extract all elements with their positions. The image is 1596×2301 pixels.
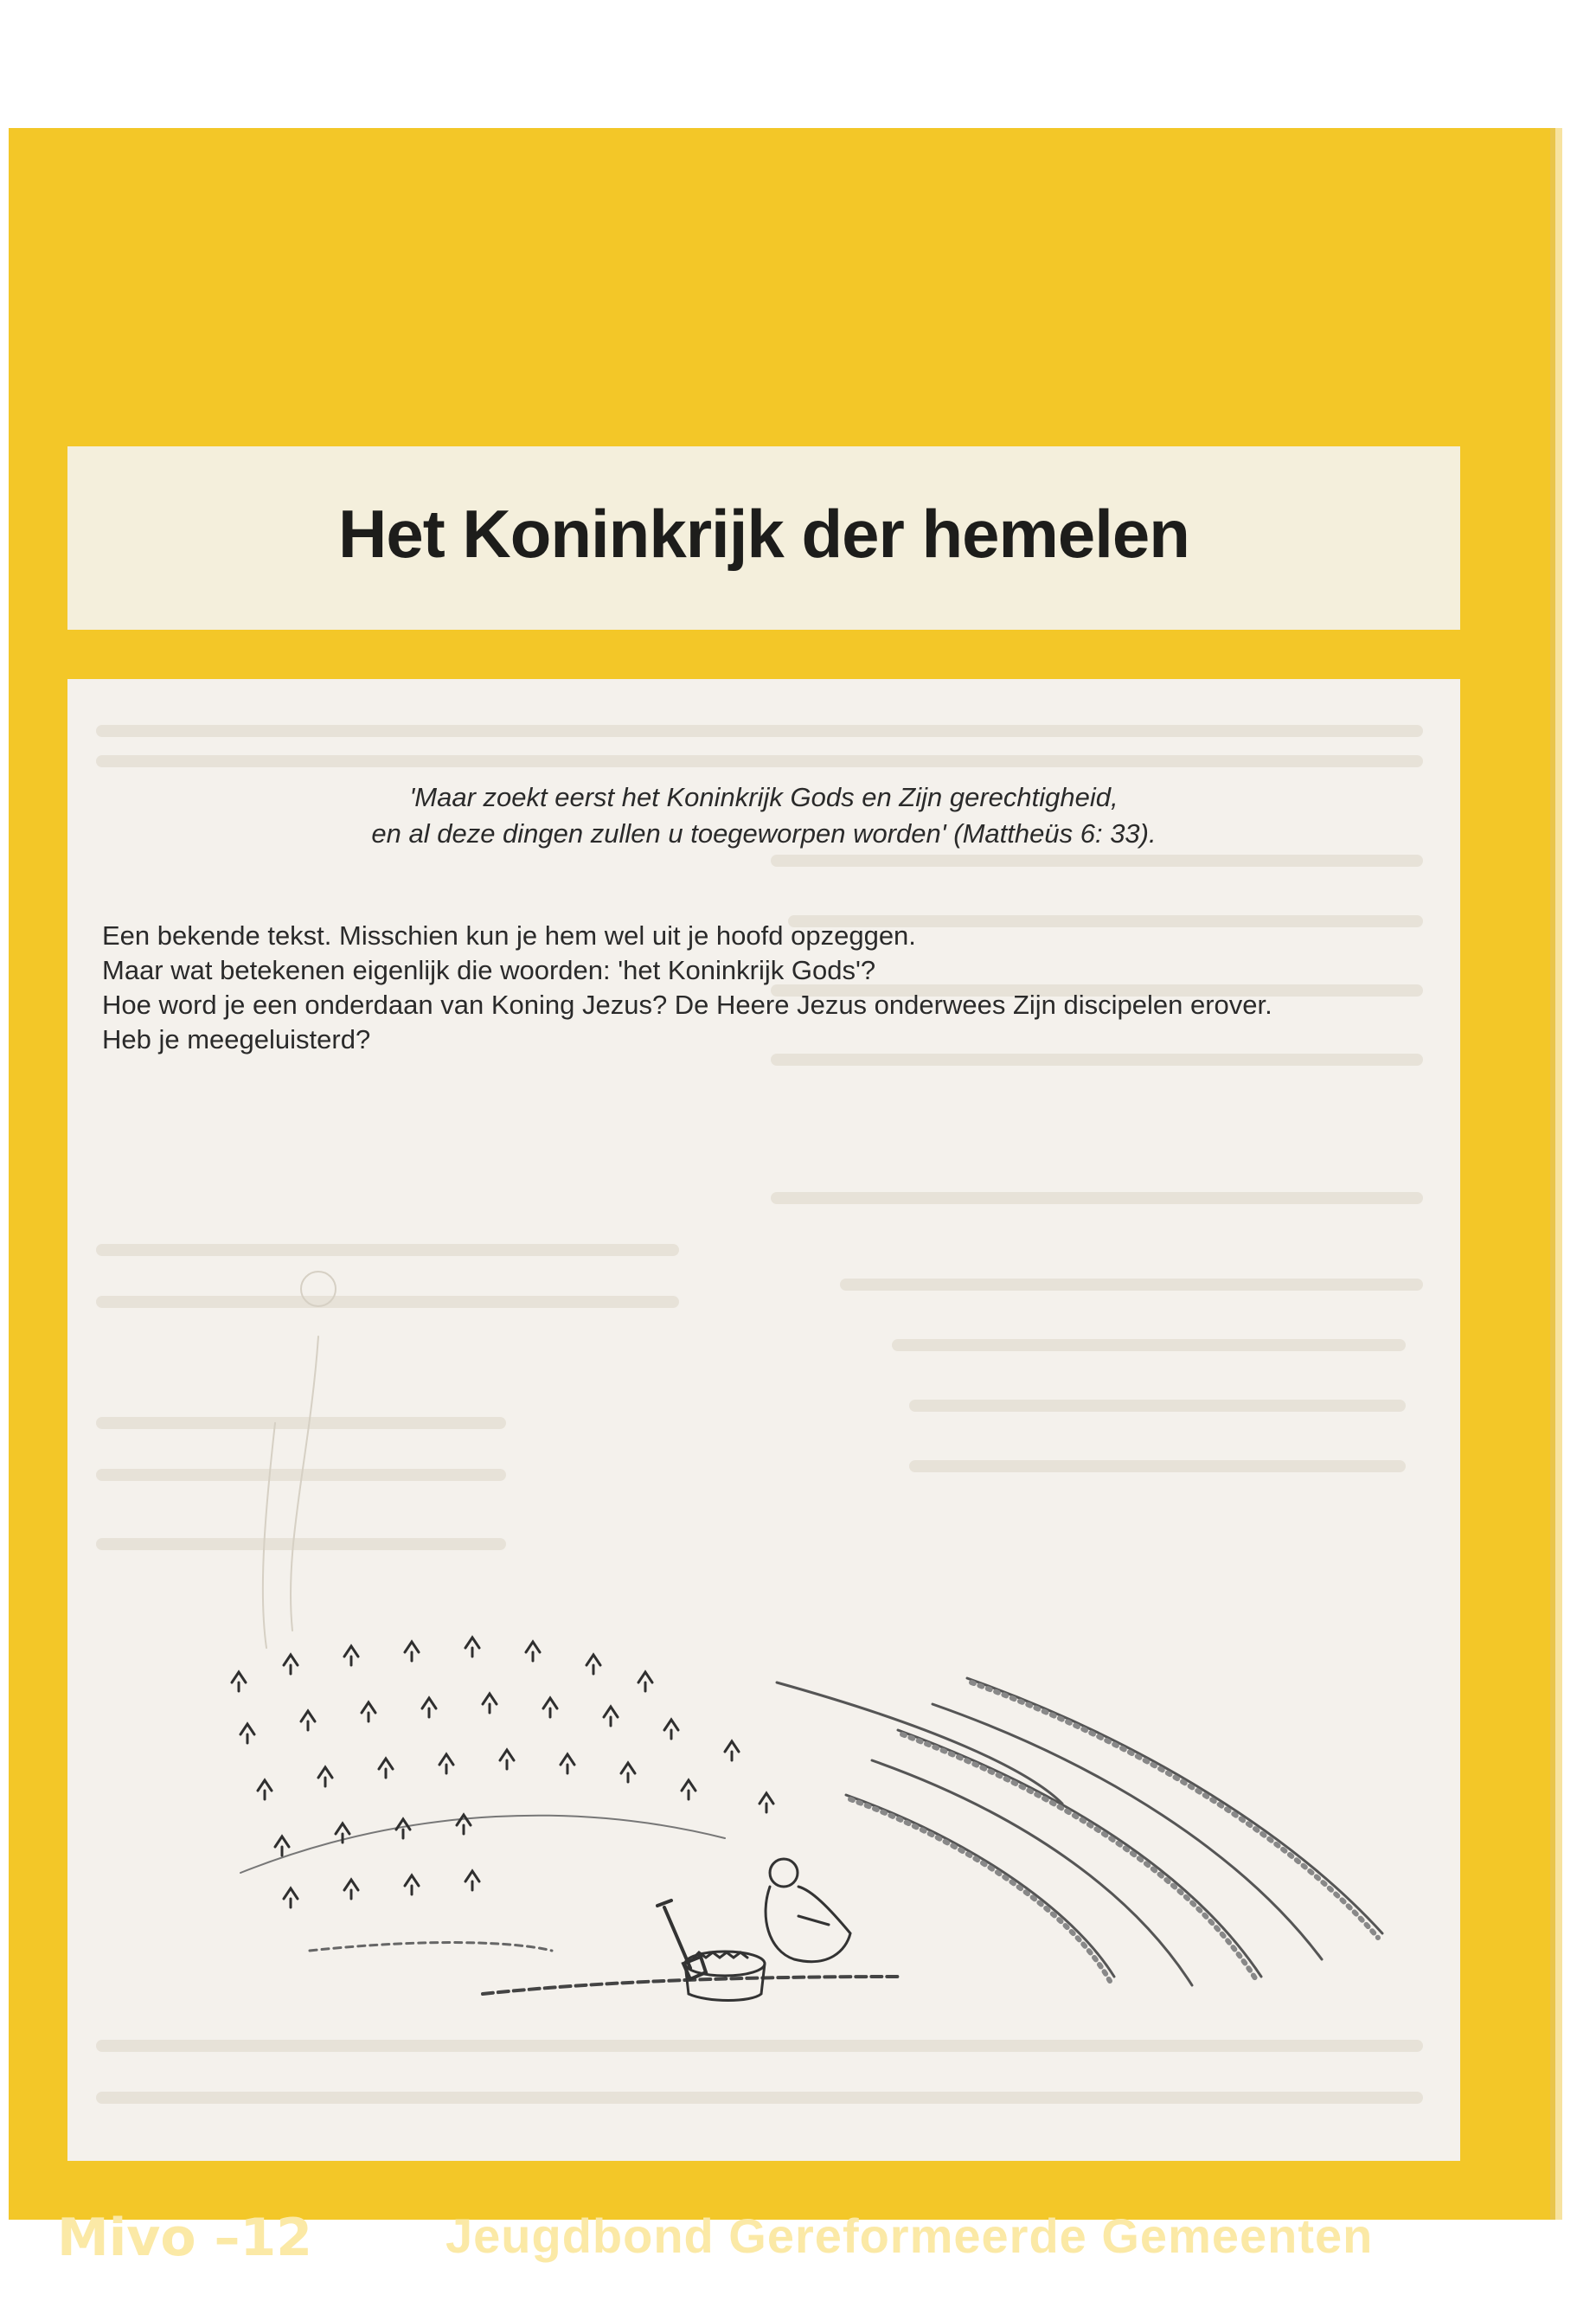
intro-line: Maar wat betekenen eigenlijk die woorden: 'het Koninkrijk Gods'? — [102, 955, 876, 985]
quote-line: 'Maar zoekt eerst het Koninkrijk Gods en Zijn gerechtigheid, — [409, 782, 1118, 812]
quote-line: en al deze dingen zullen u toegeworpen worden' (Mattheüs 6: 33). — [371, 818, 1157, 849]
content-panel — [67, 679, 1460, 2161]
intro-line: Een bekende tekst. Misschien kun je hem wel uit je hoofd opzeggen. — [102, 920, 916, 951]
intro-line: Hoe word je een onderdaan van Koning Jezus? De Heere Jezus onderwees Zijn discipelen erover. — [102, 990, 1272, 1020]
booklet-cover — [9, 128, 1550, 2268]
publisher-label: Jeugdbond Gereformeerde Gemeenten — [445, 2208, 1374, 2263]
title-band — [67, 446, 1460, 630]
page-title: Het Koninkrijk der hemelen — [338, 496, 1189, 572]
field-treasure-illustration — [67, 679, 1460, 2161]
series-label: Mivo –12 — [57, 2208, 312, 2268]
intro-line: Heb je meegeluisterd? — [102, 1024, 371, 1054]
